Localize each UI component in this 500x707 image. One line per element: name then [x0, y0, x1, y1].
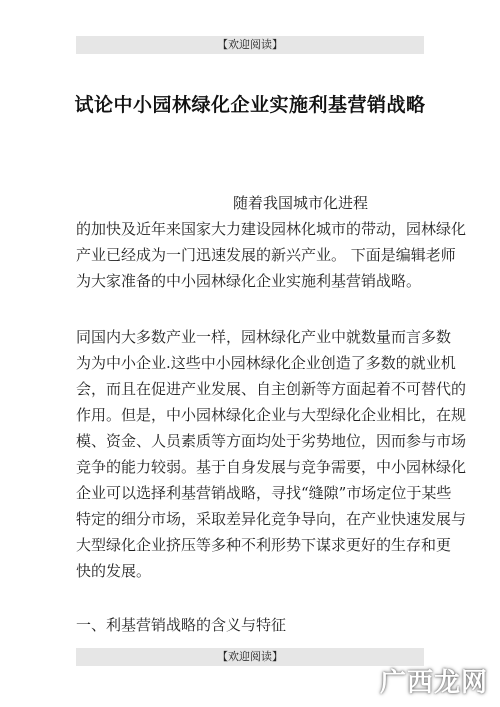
- section-heading: 一、利基营销战略的含义与特征: [76, 616, 287, 634]
- body-line: 会，而且在促进产业发展、自主创新等方面起着不可替代的: [76, 380, 467, 398]
- watermark-logo: 广西龙网: [379, 668, 488, 698]
- footer-banner: 【欢迎阅读】: [76, 648, 424, 666]
- intro-first-line: 随着我国城市化进程: [233, 194, 369, 212]
- intro-paragraph: [76, 216, 466, 294]
- intro-line: 的加快及近年来国家大力建设园林化城市的带动，园林绿化: [76, 220, 467, 238]
- body-line: 为为中小企业.这些中小园林绿化企业创造了多数的就业机: [76, 354, 456, 372]
- header-banner: 【欢迎阅读】: [76, 36, 424, 54]
- body-line: 同国内大多数产业一样，园林绿化产业中就数量而言多数: [76, 328, 452, 346]
- page-title: 试论中小园林绿化企业实施利基营销战略: [74, 94, 426, 116]
- body-line: 快的发展。: [76, 562, 152, 580]
- body-paragraph: [76, 324, 466, 584]
- body-line: 模、资金、人员素质等方面均处于劣势地位，因而参与市场: [76, 432, 467, 450]
- body-line: 特定的细分市场，采取差异化竞争导向，在产业快速发展与: [76, 510, 467, 528]
- intro-line: 产业已经成为一门迅速发展的新兴产业。 下面是编辑老师: [76, 246, 456, 264]
- body-line: 企业可以选择利基营销战略，寻找“缝隙”市场定位于某些: [76, 484, 452, 502]
- body-line: 竞争的能力较弱。基于自身发展与竞争需要，中小园林绿化: [76, 458, 467, 476]
- body-line: 作用。但是，中小园林绿化企业与大型绿化企业相比，在规: [76, 406, 467, 424]
- body-line: 大型绿化企业挤压等多种不利形势下谋求更好的生存和更: [76, 536, 452, 554]
- intro-line: 为大家准备的中小园林绿化企业实施利基营销战略。: [76, 272, 422, 290]
